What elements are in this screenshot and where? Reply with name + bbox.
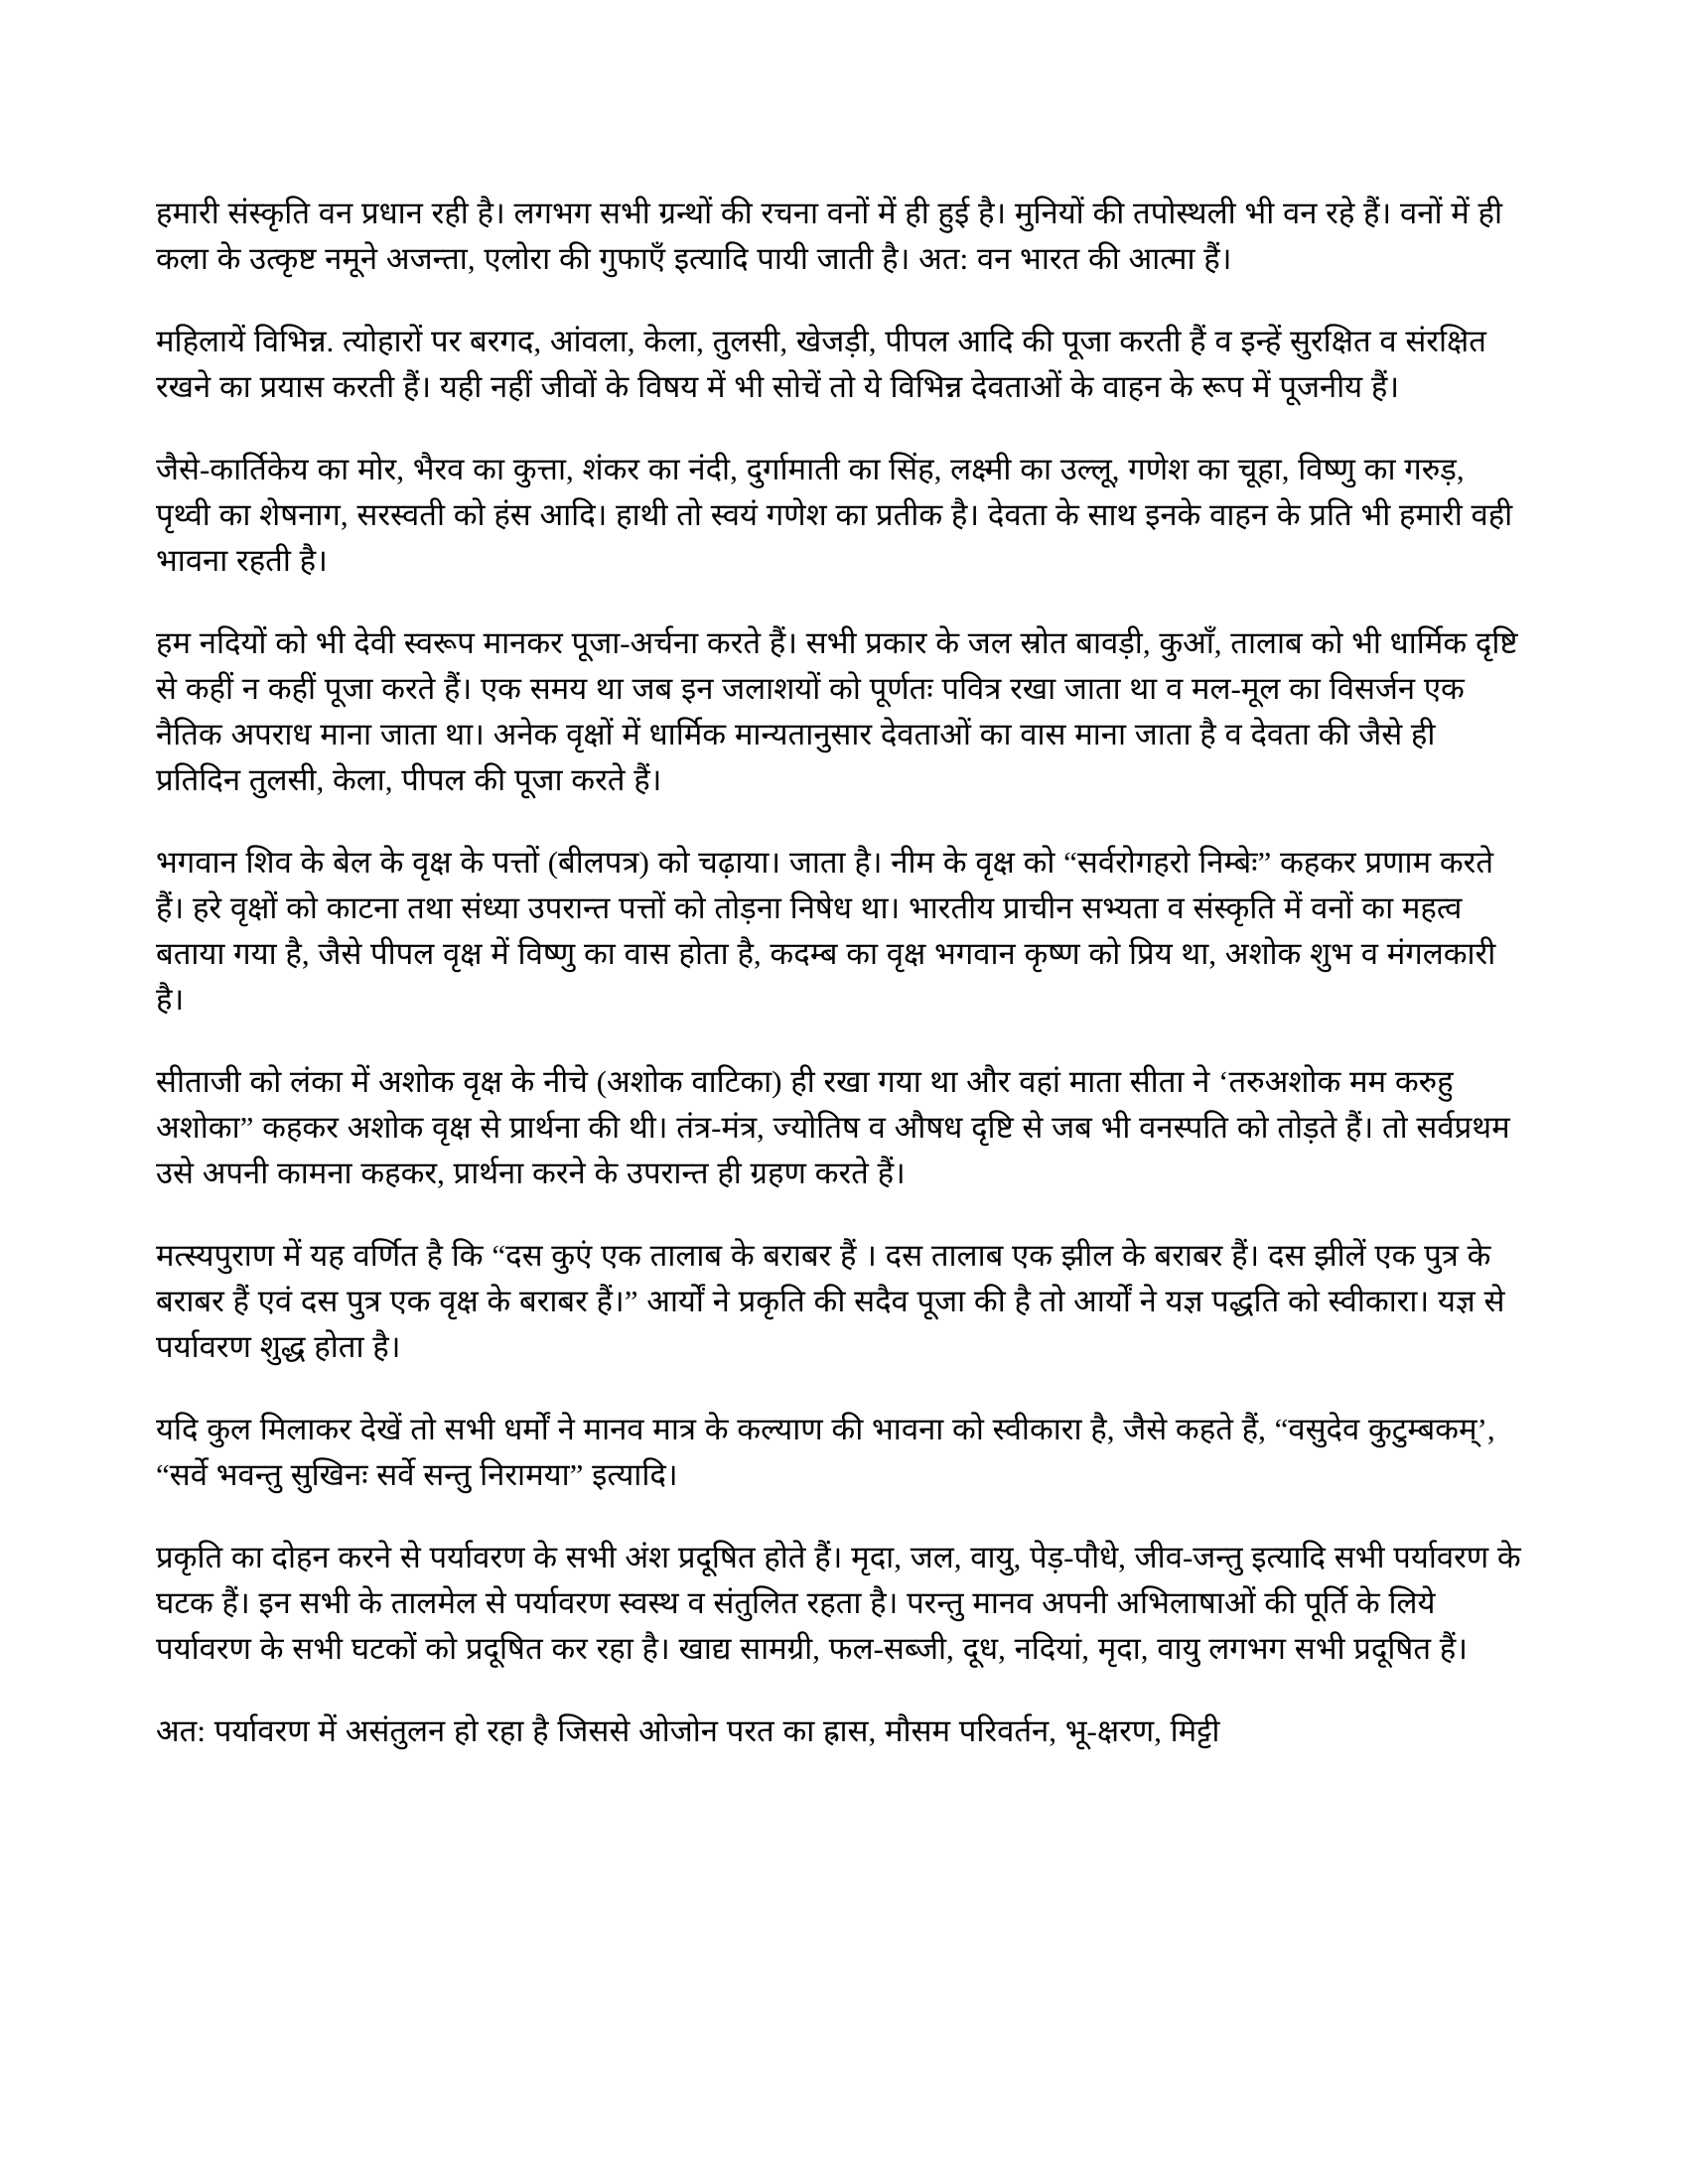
paragraph: सीताजी को लंका में अशोक वृक्ष के नीचे (अशोक वाटिका) ही रखा गया था और वहां माता सीता ने ‘तरुअशोक मम करुहु अशोका” कहकर अशोक वृक्ष से प्रार्थना की थी। तंत्र-मंत्र, ज्योतिष व औषध दृष्टि से जब भी वनस्पति को तोड़ते हैं। तो सर्वप्रथम उसे अपनी कामना कहकर, प्रार्थना करने के उपरान्त ही ग्रहण करते हैं। <box>156 1064 1510 1190</box>
paragraph: अत: पर्यावरण में असंतुलन हो रहा है जिससे ओजोन परत का ह्रास, मौसम परिवर्तन, भू-क्षरण, मिट्टी <box>156 1713 1220 1748</box>
paragraph: हम नदियों को भी देवी स्वरूप मानकर पूजा-अर्चना करते हैं। सभी प्रकार के जल स्रोत बावड़ी, कुआँ, तालाब को भी धार्मिक दृष्टि से कहीं न कहीं पूजा करते हैं। एक समय था जब इन जलाशयों को पूर्णतः पवित्र रखा जाता था व मल-मूल का विसर्जन एक नैतिक अपराध माना जाता था। अनेक वृक्षों में धार्मिक मान्यतानुसार देवताओं का वास माना जाता है व देवता की जैसे ही प्रतिदिन तुलसी, केला, पीपल की पूजा करते हैं। <box>156 625 1518 797</box>
paragraph: भगवान शिव के बेल के वृक्ष के पत्तों (बीलपत्र) को चढ़ाया। जाता है। नीम के वृक्ष को “सर्वरोगहरो निम्बेः” कहकर प्रणाम करते हैं। हरे वृक्षों को काटना तथा संध्या उपरान्त पत्तों को तोड़ना निषेध था। भारतीय प्राचीन सभ्यता व संस्कृति में वनों का महत्व बताया गया है, जैसे पीपल वृक्ष में विष्णु का वास होता है, कदम्ब का वृक्ष भगवान कृष्ण को प्रिय था, अशोक शुभ व मंगलकारी है। <box>156 845 1496 1017</box>
document-body <box>156 191 1521 1754</box>
paragraph: जैसे-कार्तिकेय का मोर, भैरव का कुत्ता, शंकर का नंदी, दुर्गामाती का सिंह, लक्ष्मी का उल्लू, गणेश का चूहा, विष्णु का गरुड़, पृथ्वी का शेषनाग, सरस्वती को हंस आदि। हाथी तो स्वयं गणेश का प्रतीक है। देवता के साथ इनके वाहन के प्रति भी हमारी वही भावना रहती है। <box>156 452 1513 578</box>
paragraph: प्रकृति का दोहन करने से पर्यावरण के सभी अंश प्रदूषित होते हैं। मृदा, जल, वायु, पेड़-पौधे, जीव-जन्तु इत्यादि सभी पर्यावरण के घटक हैं। इन सभी के तालमेल से पर्यावरण स्वस्थ व संतुलित रहता है। परन्तु मानव अपनी अभिलाषाओं की पूर्ति के लिये पर्यावरण के सभी घटकों को प्रदूषित कर रहा है। खाद्य सामग्री, फल-सब्जी, दूध, नदियां, मृदा, वायु लगभग सभी प्रदूषित हैं। <box>156 1540 1521 1666</box>
paragraph: महिलायें विभिन्न. त्योहारों पर बरगद, आंवला, केला, तुलसी, खेजड़ी, पीपल आदि की पूजा करती हैं व इन्हें सुरक्षित व संरक्षित रखने का प्रयास करती हैं। यही नहीं जीवों के विषय में भी सोचें तो ये विभिन्न देवताओं के वाहन के रूप में पूजनीय हैं। <box>156 324 1486 404</box>
paragraph: मत्स्यपुराण में यह वर्णित है कि “दस कुएं एक तालाब के बराबर हैं । दस तालाब एक झील के बराबर हैं। दस झीलें एक पुत्र के बराबर हैं एवं दस पुत्र एक वृक्ष के बराबर हैं।” आर्यों ने प्रकृति की सदैव पूजा की है तो आर्यों ने यज्ञ पद्धति को स्वीकारा। यज्ञ से पर्यावरण शुद्ध होता है। <box>156 1238 1505 1364</box>
paragraph: यदि कुल मिलाकर देखें तो सभी धर्मों ने मानव मात्र के कल्याण की भावना को स्वीकारा है, जैसे कहते हैं, “वसुदेव कुटुम्बकम्’, “सर्वे भवन्तु सुखिनः सर्वे सन्तु निरामया” इत्यादि। <box>156 1412 1495 1492</box>
paragraph: हमारी संस्कृति वन प्रधान रही है। लगभग सभी ग्रन्थों की रचना वनों में ही हुई है। मुनियों की तपोस्थली भी वन रहे हैं। वनों में ही कला के उत्कृष्ट नमूने अजन्ता, एलोरा की गुफाएँ इत्यादि पायी जाती है। अत: वन भारत की आत्मा हैं। <box>156 196 1503 276</box>
